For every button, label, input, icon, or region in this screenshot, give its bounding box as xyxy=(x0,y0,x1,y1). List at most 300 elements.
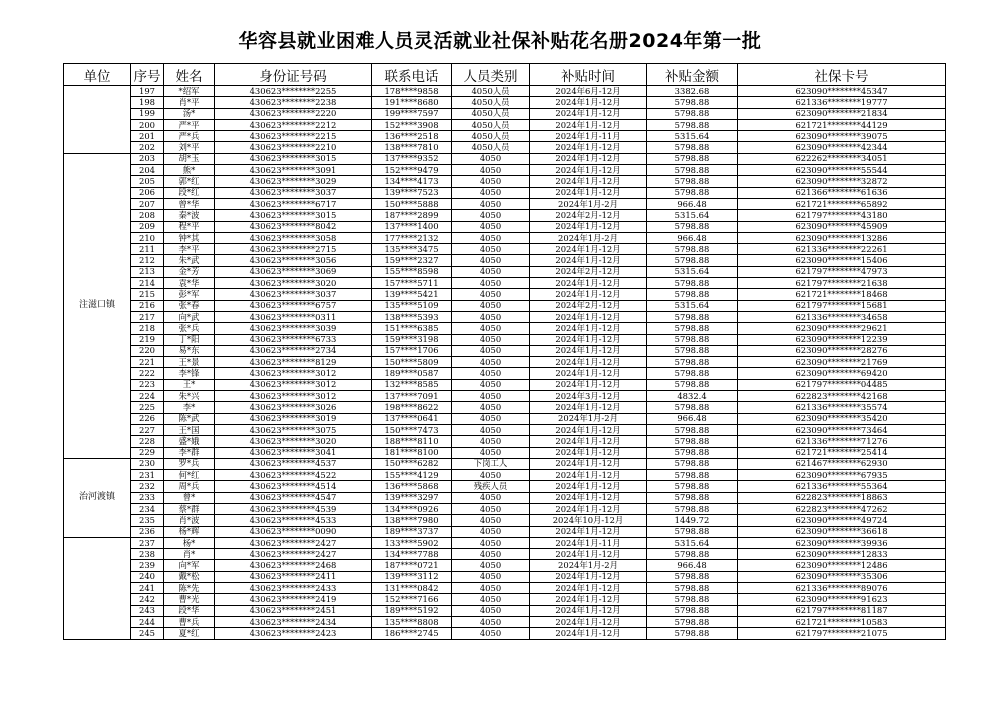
table-row xyxy=(64,560,946,571)
category-cell: 4050 xyxy=(452,198,530,209)
card-number-cell: 621797********21075 xyxy=(738,628,946,639)
seq-cell: 224 xyxy=(131,391,164,402)
table-row xyxy=(64,571,946,582)
table-row xyxy=(64,142,946,153)
period-cell: 2024年1月-12月 xyxy=(530,345,647,356)
name-cell: 段*华 xyxy=(164,605,215,616)
name-cell: 向*武 xyxy=(164,311,215,322)
category-cell: 4050 xyxy=(452,221,530,232)
phone-cell: 159****3198 xyxy=(372,334,452,345)
amount-cell: 5315.64 xyxy=(647,266,738,277)
phone-cell: 133****5902 xyxy=(372,537,452,548)
amount-cell: 5798.88 xyxy=(647,323,738,334)
table-row xyxy=(64,628,946,639)
category-cell: 4050人员 xyxy=(452,108,530,119)
seq-cell: 245 xyxy=(131,628,164,639)
card-number-cell: 623090********67935 xyxy=(738,470,946,481)
table-row xyxy=(64,165,946,176)
phone-cell: 137****0641 xyxy=(372,413,452,424)
amount-cell: 966.48 xyxy=(647,413,738,424)
table-row xyxy=(64,447,946,458)
table-row xyxy=(64,594,946,605)
table-row xyxy=(64,300,946,311)
card-number-cell: 623090********69420 xyxy=(738,368,946,379)
seq-cell: 244 xyxy=(131,616,164,627)
period-cell: 2024年1月-12月 xyxy=(530,334,647,345)
card-number-cell: 622823********47262 xyxy=(738,503,946,514)
card-number-cell: 621721********10583 xyxy=(738,616,946,627)
name-cell: 袁*华 xyxy=(164,278,215,289)
category-cell: 4050 xyxy=(452,537,530,548)
card-number-cell: 623090********21769 xyxy=(738,357,946,368)
page-title: 华容县就业困难人员灵活就业社保补贴花名册2024年第一批 xyxy=(238,30,762,52)
period-cell: 2024年2月-12月 xyxy=(530,210,647,221)
amount-cell: 5798.88 xyxy=(647,526,738,537)
phone-cell: 152****7166 xyxy=(372,594,452,605)
category-cell: 4050人员 xyxy=(452,119,530,130)
id-number-cell: 430623********3056 xyxy=(215,255,372,266)
seq-cell: 207 xyxy=(131,198,164,209)
seq-cell: 232 xyxy=(131,481,164,492)
category-cell: 4050 xyxy=(452,176,530,187)
name-cell: 曹*光 xyxy=(164,594,215,605)
id-number-cell: 430623********2419 xyxy=(215,594,372,605)
card-number-cell: 623090********35420 xyxy=(738,413,946,424)
name-cell: 肖*波 xyxy=(164,515,215,526)
table-row xyxy=(64,198,946,209)
category-cell: 4050 xyxy=(452,628,530,639)
phone-cell: 131****0842 xyxy=(372,583,452,594)
category-cell: 4050 xyxy=(452,232,530,243)
amount-cell: 5798.88 xyxy=(647,221,738,232)
phone-cell: 138****5393 xyxy=(372,311,452,322)
period-cell: 2024年1月-12月 xyxy=(530,379,647,390)
card-number-cell: 623090********29621 xyxy=(738,323,946,334)
name-cell: 王*国 xyxy=(164,424,215,435)
amount-cell: 5798.88 xyxy=(647,470,738,481)
card-number-cell: 621336********19777 xyxy=(738,97,946,108)
period-cell: 2024年1月-2月 xyxy=(530,560,647,571)
table-row xyxy=(64,278,946,289)
amount-cell: 1449.72 xyxy=(647,515,738,526)
card-number-cell: 623090********39075 xyxy=(738,131,946,142)
category-cell: 4050 xyxy=(452,187,530,198)
table-row xyxy=(64,289,946,300)
seq-cell: 225 xyxy=(131,402,164,413)
card-number-cell: 623090********12239 xyxy=(738,334,946,345)
card-number-cell: 623090********28276 xyxy=(738,345,946,356)
seq-cell: 204 xyxy=(131,165,164,176)
amount-cell: 5315.64 xyxy=(647,210,738,221)
seq-cell: 201 xyxy=(131,131,164,142)
id-number-cell: 430623********3091 xyxy=(215,165,372,176)
period-cell: 2024年2月-12月 xyxy=(530,300,647,311)
table-row xyxy=(64,86,946,97)
amount-cell: 5798.88 xyxy=(647,571,738,582)
table-row xyxy=(64,605,946,616)
period-cell: 2024年1月-12月 xyxy=(530,153,647,164)
amount-cell: 5798.88 xyxy=(647,244,738,255)
period-cell: 2024年1月-12月 xyxy=(530,583,647,594)
unit-cell xyxy=(64,86,131,154)
table-row xyxy=(64,436,946,447)
period-cell: 2024年1月-12月 xyxy=(530,108,647,119)
id-number-cell: 430623********2238 xyxy=(215,97,372,108)
unit-cell xyxy=(64,537,131,639)
phone-cell: 135****8808 xyxy=(372,616,452,627)
id-number-cell: 430623********2423 xyxy=(215,628,372,639)
card-number-cell: 621336********55364 xyxy=(738,481,946,492)
seq-cell: 206 xyxy=(131,187,164,198)
amount-cell: 3382.68 xyxy=(647,86,738,97)
name-cell: 曾*华 xyxy=(164,198,215,209)
id-number-cell: 430623********3037 xyxy=(215,289,372,300)
phone-cell: 189****5192 xyxy=(372,605,452,616)
name-cell: 郭*红 xyxy=(164,176,215,187)
id-number-cell: 430623********3012 xyxy=(215,379,372,390)
unit-cell: 注滋口镇 xyxy=(64,153,131,458)
seq-cell: 223 xyxy=(131,379,164,390)
id-number-cell: 430623********2220 xyxy=(215,108,372,119)
name-cell: 曹*兵 xyxy=(164,616,215,627)
name-cell: *绍军 xyxy=(164,86,215,97)
name-cell: 陈*武 xyxy=(164,413,215,424)
id-number-cell: 430623********2212 xyxy=(215,119,372,130)
period-cell: 2024年1月-12月 xyxy=(530,255,647,266)
phone-cell: 139****3112 xyxy=(372,571,452,582)
seq-cell: 198 xyxy=(131,97,164,108)
period-cell: 2024年1月-12月 xyxy=(530,323,647,334)
period-cell: 2024年1月-12月 xyxy=(530,311,647,322)
unit-cell: 治河渡镇 xyxy=(64,458,131,537)
amount-cell: 5798.88 xyxy=(647,187,738,198)
amount-cell: 5798.88 xyxy=(647,616,738,627)
period-cell: 2024年1月-2月 xyxy=(530,413,647,424)
category-cell: 4050 xyxy=(452,300,530,311)
seq-cell: 242 xyxy=(131,594,164,605)
card-number-cell: 623090********45347 xyxy=(738,86,946,97)
seq-cell: 227 xyxy=(131,424,164,435)
id-number-cell: 430623********3015 xyxy=(215,210,372,221)
id-number-cell: 430623********3015 xyxy=(215,153,372,164)
category-cell: 4050 xyxy=(452,526,530,537)
table-row xyxy=(64,470,946,481)
table-row xyxy=(64,549,946,560)
category-cell: 4050 xyxy=(452,368,530,379)
table-row xyxy=(64,232,946,243)
id-number-cell: 430623********2434 xyxy=(215,616,372,627)
card-number-cell: 621336********89076 xyxy=(738,583,946,594)
amount-cell: 5315.64 xyxy=(647,131,738,142)
table-row xyxy=(64,210,946,221)
seq-cell: 235 xyxy=(131,515,164,526)
table-row xyxy=(64,481,946,492)
table-row xyxy=(64,424,946,435)
amount-cell: 5798.88 xyxy=(647,334,738,345)
id-number-cell: 430623********2468 xyxy=(215,560,372,571)
phone-cell: 139****3297 xyxy=(372,492,452,503)
phone-cell: 150****6282 xyxy=(372,458,452,469)
period-cell: 2024年1月-12月 xyxy=(530,594,647,605)
card-number-cell: 621797********47973 xyxy=(738,266,946,277)
name-cell: 李* xyxy=(164,402,215,413)
name-cell: 李*群 xyxy=(164,447,215,458)
name-cell: 戴*松 xyxy=(164,571,215,582)
category-cell: 4050 xyxy=(452,402,530,413)
card-number-cell: 623090********73464 xyxy=(738,424,946,435)
category-cell: 4050 xyxy=(452,616,530,627)
period-cell: 2024年1月-12月 xyxy=(530,436,647,447)
category-cell: 4050 xyxy=(452,424,530,435)
category-cell: 4050 xyxy=(452,436,530,447)
category-cell: 下岗工人 xyxy=(452,458,530,469)
period-cell: 2024年3月-12月 xyxy=(530,391,647,402)
id-number-cell: 430623********2215 xyxy=(215,131,372,142)
seq-cell: 231 xyxy=(131,470,164,481)
header-seq: 序号 xyxy=(131,64,164,86)
id-number-cell: 430623********6757 xyxy=(215,300,372,311)
card-number-cell: 621721********18468 xyxy=(738,289,946,300)
amount-cell: 5798.88 xyxy=(647,492,738,503)
phone-cell: 188****8110 xyxy=(372,436,452,447)
phone-cell: 178****9858 xyxy=(372,86,452,97)
phone-cell: 150****5888 xyxy=(372,198,452,209)
period-cell: 2024年1月-12月 xyxy=(530,402,647,413)
name-cell: 王* xyxy=(164,379,215,390)
phone-cell: 155****4129 xyxy=(372,470,452,481)
phone-cell: 134****0926 xyxy=(372,503,452,514)
period-cell: 2024年1月-12月 xyxy=(530,492,647,503)
name-cell: 钟*其 xyxy=(164,232,215,243)
period-cell: 2024年1月-12月 xyxy=(530,628,647,639)
table-body xyxy=(64,86,946,640)
name-cell: 周*兵 xyxy=(164,481,215,492)
seq-cell: 199 xyxy=(131,108,164,119)
phone-cell: 138****7810 xyxy=(372,142,452,153)
name-cell: 汤* xyxy=(164,108,215,119)
id-number-cell: 430623********8129 xyxy=(215,357,372,368)
category-cell: 4050 xyxy=(452,334,530,345)
name-cell: 曾* xyxy=(164,492,215,503)
phone-cell: 198****8622 xyxy=(372,402,452,413)
category-cell: 4050 xyxy=(452,345,530,356)
category-cell: 4050 xyxy=(452,549,530,560)
amount-cell: 5315.64 xyxy=(647,300,738,311)
phone-cell: 186****2745 xyxy=(372,628,452,639)
period-cell: 2024年1月-12月 xyxy=(530,549,647,560)
seq-cell: 203 xyxy=(131,153,164,164)
card-number-cell: 621797********15681 xyxy=(738,300,946,311)
phone-cell: 152****9479 xyxy=(372,165,452,176)
category-cell: 4050 xyxy=(452,413,530,424)
amount-cell: 5798.88 xyxy=(647,97,738,108)
amount-cell: 5798.88 xyxy=(647,357,738,368)
phone-cell: 181****8100 xyxy=(372,447,452,458)
id-number-cell: 430623********6717 xyxy=(215,198,372,209)
amount-cell: 5798.88 xyxy=(647,278,738,289)
name-cell: 王*景 xyxy=(164,357,215,368)
name-cell: 易*东 xyxy=(164,345,215,356)
seq-cell: 233 xyxy=(131,492,164,503)
phone-cell: 187****0721 xyxy=(372,560,452,571)
period-cell: 2024年1月-12月 xyxy=(530,97,647,108)
category-cell: 4050 xyxy=(452,515,530,526)
card-number-cell: 621336********71276 xyxy=(738,436,946,447)
id-number-cell: 430623********4539 xyxy=(215,503,372,514)
card-number-cell: 621467********62930 xyxy=(738,458,946,469)
amount-cell: 5798.88 xyxy=(647,549,738,560)
period-cell: 2024年1月-2月 xyxy=(530,198,647,209)
card-number-cell: 623090********45909 xyxy=(738,221,946,232)
table-row xyxy=(64,266,946,277)
table-row xyxy=(64,526,946,537)
category-cell: 4050 xyxy=(452,447,530,458)
amount-cell: 5798.88 xyxy=(647,153,738,164)
name-cell: 丁*阳 xyxy=(164,334,215,345)
table-row xyxy=(64,153,946,164)
table-header-row xyxy=(64,64,946,86)
id-number-cell: 430623********3012 xyxy=(215,368,372,379)
id-number-cell: 430623********8042 xyxy=(215,221,372,232)
name-cell: 彭*军 xyxy=(164,289,215,300)
card-number-cell: 623090********35306 xyxy=(738,571,946,582)
table-row xyxy=(64,492,946,503)
amount-cell: 5798.88 xyxy=(647,458,738,469)
name-cell: 秦*波 xyxy=(164,210,215,221)
card-number-cell: 621366********61636 xyxy=(738,187,946,198)
amount-cell: 5798.88 xyxy=(647,583,738,594)
amount-cell: 5798.88 xyxy=(647,402,738,413)
category-cell: 4050 xyxy=(452,255,530,266)
table-row xyxy=(64,108,946,119)
amount-cell: 5798.88 xyxy=(647,594,738,605)
phone-cell: 139****7523 xyxy=(372,187,452,198)
category-cell: 4050 xyxy=(452,391,530,402)
category-cell: 残疾人员 xyxy=(452,481,530,492)
period-cell: 2024年1月-12月 xyxy=(530,526,647,537)
subsidy-roster-table xyxy=(63,63,946,640)
table-row xyxy=(64,311,946,322)
name-cell: 肖*平 xyxy=(164,97,215,108)
phone-cell: 135****3475 xyxy=(372,244,452,255)
amount-cell: 5798.88 xyxy=(647,311,738,322)
amount-cell: 5798.88 xyxy=(647,503,738,514)
id-number-cell: 430623********2715 xyxy=(215,244,372,255)
name-cell: 张*春 xyxy=(164,300,215,311)
id-number-cell: 430623********2210 xyxy=(215,142,372,153)
period-cell: 2024年1月-12月 xyxy=(530,424,647,435)
seq-cell: 238 xyxy=(131,549,164,560)
phone-cell: 139****5421 xyxy=(372,289,452,300)
category-cell: 4050 xyxy=(452,560,530,571)
name-cell: 严*平 xyxy=(164,119,215,130)
phone-cell: 134****7788 xyxy=(372,549,452,560)
id-number-cell: 430623********4514 xyxy=(215,481,372,492)
amount-cell: 5798.88 xyxy=(647,379,738,390)
period-cell: 2024年1月-12月 xyxy=(530,470,647,481)
card-number-cell: 623090********55544 xyxy=(738,165,946,176)
phone-cell: 137****7091 xyxy=(372,391,452,402)
card-number-cell: 621721********25414 xyxy=(738,447,946,458)
table-row xyxy=(64,255,946,266)
card-number-cell: 623090********36618 xyxy=(738,526,946,537)
name-cell: 蔡*群 xyxy=(164,503,215,514)
seq-cell: 222 xyxy=(131,368,164,379)
name-cell: 杨* xyxy=(164,537,215,548)
table-row xyxy=(64,391,946,402)
seq-cell: 208 xyxy=(131,210,164,221)
name-cell: 严*兵 xyxy=(164,131,215,142)
seq-cell: 212 xyxy=(131,255,164,266)
table-row xyxy=(64,345,946,356)
name-cell: 刘*平 xyxy=(164,142,215,153)
amount-cell: 4832.4 xyxy=(647,391,738,402)
period-cell: 2024年1月-12月 xyxy=(530,458,647,469)
table-row xyxy=(64,334,946,345)
name-cell: 何*红 xyxy=(164,470,215,481)
seq-cell: 237 xyxy=(131,537,164,548)
period-cell: 2024年1月-12月 xyxy=(530,244,647,255)
phone-cell: 157****5711 xyxy=(372,278,452,289)
table-row xyxy=(64,368,946,379)
card-number-cell: 621336********35574 xyxy=(738,402,946,413)
phone-cell: 177****2132 xyxy=(372,232,452,243)
amount-cell: 966.48 xyxy=(647,232,738,243)
id-number-cell: 430623********0090 xyxy=(215,526,372,537)
category-cell: 4050人员 xyxy=(452,86,530,97)
category-cell: 4050 xyxy=(452,357,530,368)
seq-cell: 220 xyxy=(131,345,164,356)
table-row xyxy=(64,187,946,198)
seq-cell: 211 xyxy=(131,244,164,255)
seq-cell: 200 xyxy=(131,119,164,130)
card-number-cell: 621797********21638 xyxy=(738,278,946,289)
amount-cell: 5798.88 xyxy=(647,165,738,176)
category-cell: 4050人员 xyxy=(452,131,530,142)
phone-cell: 151****6385 xyxy=(372,323,452,334)
table-row xyxy=(64,221,946,232)
id-number-cell: 430623********3037 xyxy=(215,187,372,198)
table-row xyxy=(64,413,946,424)
card-number-cell: 623090********42344 xyxy=(738,142,946,153)
id-number-cell: 430623********4533 xyxy=(215,515,372,526)
card-number-cell: 621336********22261 xyxy=(738,244,946,255)
table-row xyxy=(64,176,946,187)
id-number-cell: 430623********2411 xyxy=(215,571,372,582)
id-number-cell: 430623********3058 xyxy=(215,232,372,243)
id-number-cell: 430623********3029 xyxy=(215,176,372,187)
name-cell: 朱*武 xyxy=(164,255,215,266)
seq-cell: 213 xyxy=(131,266,164,277)
period-cell: 2024年1月-12月 xyxy=(530,503,647,514)
table-row xyxy=(64,323,946,334)
id-number-cell: 430623********6733 xyxy=(215,334,372,345)
id-number-cell: 430623********0311 xyxy=(215,311,372,322)
name-cell: 金*芳 xyxy=(164,266,215,277)
period-cell: 2024年1月-12月 xyxy=(530,176,647,187)
name-cell: 罗*兵 xyxy=(164,458,215,469)
card-number-cell: 623090********39936 xyxy=(738,537,946,548)
phone-cell: 155****8598 xyxy=(372,266,452,277)
amount-cell: 5798.88 xyxy=(647,481,738,492)
period-cell: 2024年1月-12月 xyxy=(530,221,647,232)
category-cell: 4050 xyxy=(452,323,530,334)
card-number-cell: 621721********65892 xyxy=(738,198,946,209)
category-cell: 4050人员 xyxy=(452,97,530,108)
seq-cell: 216 xyxy=(131,300,164,311)
category-cell: 4050人员 xyxy=(452,142,530,153)
header-subsidy-period: 补贴时间 xyxy=(530,64,647,86)
